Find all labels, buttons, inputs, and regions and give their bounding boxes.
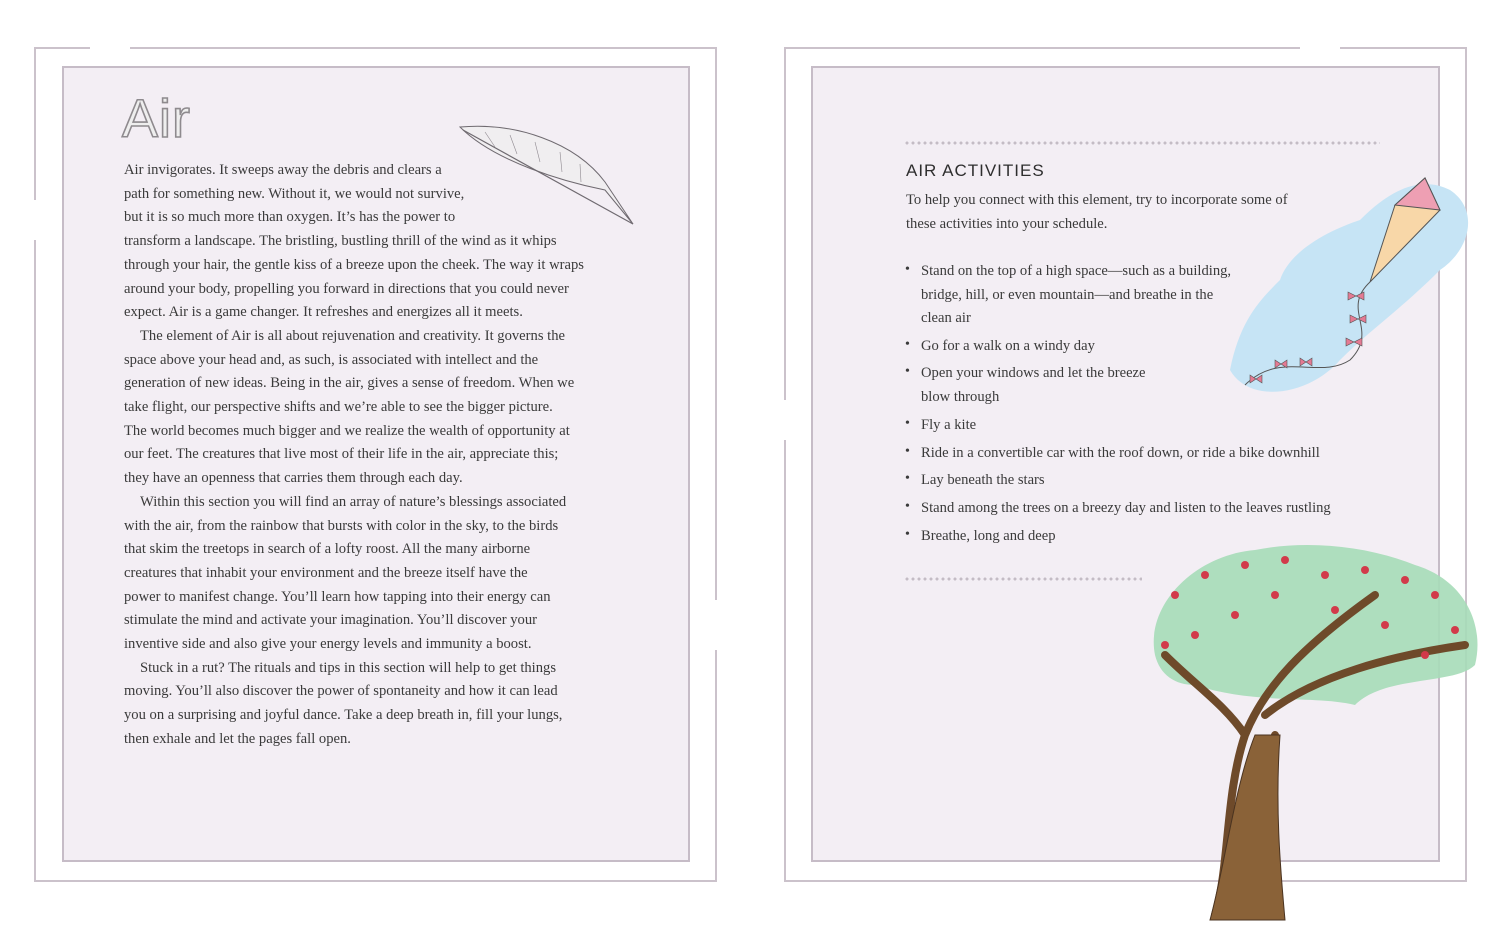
apple bbox=[1271, 591, 1279, 599]
bullet-icon: • bbox=[905, 499, 910, 514]
feather-illustration bbox=[455, 122, 645, 232]
apple bbox=[1231, 611, 1239, 619]
apple bbox=[1201, 571, 1209, 579]
activity-item: Lay beneath the stars bbox=[921, 472, 1045, 488]
bullet-icon: • bbox=[905, 364, 910, 379]
text-line: path for something new. Without it, we would not survive, bbox=[124, 185, 465, 202]
apple bbox=[1241, 561, 1249, 569]
dotted-divider-bottom bbox=[904, 577, 1142, 581]
activity-item: clean air bbox=[921, 310, 971, 327]
intro-line: these activities into your schedule. bbox=[906, 216, 1108, 232]
text-line: around your body, propelling you forward in directions that you could never bbox=[124, 280, 569, 297]
text-line: through your hair, the gentle kiss of a breeze upon the cheek. The way it wraps bbox=[124, 256, 584, 273]
text-line: generation of new ideas. Being in the air, gives a sense of freedom. When we bbox=[124, 375, 575, 392]
text-line: they have an openness that carries them through each day. bbox=[124, 470, 463, 487]
apple bbox=[1361, 566, 1369, 574]
bullet-icon: • bbox=[905, 471, 910, 486]
activity-item: Stand among the trees on a breezy day and listen to the leaves rustling bbox=[921, 500, 1331, 516]
chapter-title: Air bbox=[122, 89, 191, 149]
activity-item: Fly a kite bbox=[921, 417, 977, 433]
text-line: take flight, our perspective shifts and we’re able to see the bigger picture. bbox=[124, 399, 553, 415]
text-line: you on a surprising and joyful dance. Take a deep breath in, fill your lungs, bbox=[124, 707, 563, 724]
activity-item: Go for a walk on a windy day bbox=[921, 338, 1095, 354]
bullet-icon: • bbox=[905, 527, 910, 542]
activity-item: bridge, hill, or even mountain—and breathe in the bbox=[921, 286, 1214, 303]
bullet-icon: • bbox=[905, 444, 910, 459]
text-line: creatures that inhabit your environment and the breeze itself have the bbox=[124, 564, 528, 581]
apple bbox=[1431, 591, 1439, 599]
apple bbox=[1331, 606, 1339, 614]
apple bbox=[1281, 556, 1289, 564]
apple bbox=[1421, 651, 1429, 659]
apple bbox=[1451, 626, 1459, 634]
bullet-icon: • bbox=[905, 337, 910, 352]
text-line: with the air, from the rainbow that bursts with color in the sky, to the birds bbox=[124, 517, 559, 534]
section-heading: AIR ACTIVITIES bbox=[906, 161, 1045, 180]
text-line: that skim the treetops in search of a lofty roost. All the many airborne bbox=[124, 541, 531, 558]
apple-tree-illustration bbox=[1135, 535, 1490, 925]
text-line: space above your head and, as such, is associated with intellect and the bbox=[124, 351, 539, 368]
activity-item: Open your windows and let the breeze bbox=[921, 365, 1146, 381]
apple bbox=[1191, 631, 1199, 639]
apple bbox=[1171, 591, 1179, 599]
text-line: inventive side and also give your energy levels and immunity a boost. bbox=[124, 636, 532, 652]
text-line: Stuck in a rut? The rituals and tips in this section will help to get things bbox=[140, 659, 557, 676]
intro-line: To help you connect with this element, try to incorporate some of bbox=[906, 192, 1288, 208]
text-line: Within this section you will find an array of nature’s blessings associated bbox=[140, 493, 567, 510]
activity-item: Ride in a convertible car with the roof down, or ride a bike downhill bbox=[921, 445, 1320, 461]
text-line: transform a landscape. The bristling, bustling thrill of the wind as it whips bbox=[124, 233, 557, 250]
dotted-divider-top bbox=[904, 141, 1380, 145]
text-line: but it is so much more than oxygen. It’s has the power to bbox=[124, 209, 456, 226]
kite-illustration bbox=[1220, 170, 1475, 405]
bullet-icon: • bbox=[905, 262, 910, 277]
text-line: stimulate the mind and activate your imagination. You’ll discover your bbox=[124, 612, 538, 629]
text-line: expect. Air is a game changer. It refreshes and energizes all it meets. bbox=[124, 304, 523, 321]
apple bbox=[1401, 576, 1409, 584]
bullet-icon: • bbox=[905, 416, 910, 431]
text-line: The world becomes much bigger and we realize the wealth of opportunity at bbox=[124, 422, 570, 439]
text-line: then exhale and let the pages fall open. bbox=[124, 730, 351, 747]
activity-item: Stand on the top of a high space—such as a building, bbox=[921, 263, 1232, 279]
apple bbox=[1381, 621, 1389, 629]
text-line: our feet. The creatures that live most of their life in the air, appreciate this; bbox=[124, 446, 559, 463]
activity-item: Breathe, long and deep bbox=[921, 528, 1056, 544]
text-line: moving. You’ll also discover the power of spontaneity and how it can lead bbox=[124, 683, 558, 700]
apple bbox=[1161, 641, 1169, 649]
apple bbox=[1321, 571, 1329, 579]
text-line: Air invigorates. It sweeps away the debris and clears a bbox=[124, 162, 442, 178]
activity-item: blow through bbox=[921, 388, 1000, 405]
text-line: power to manifest change. You’ll learn how tapping into their energy can bbox=[124, 588, 551, 605]
text-line: The element of Air is all about rejuvenation and creativity. It governs the bbox=[140, 327, 565, 344]
